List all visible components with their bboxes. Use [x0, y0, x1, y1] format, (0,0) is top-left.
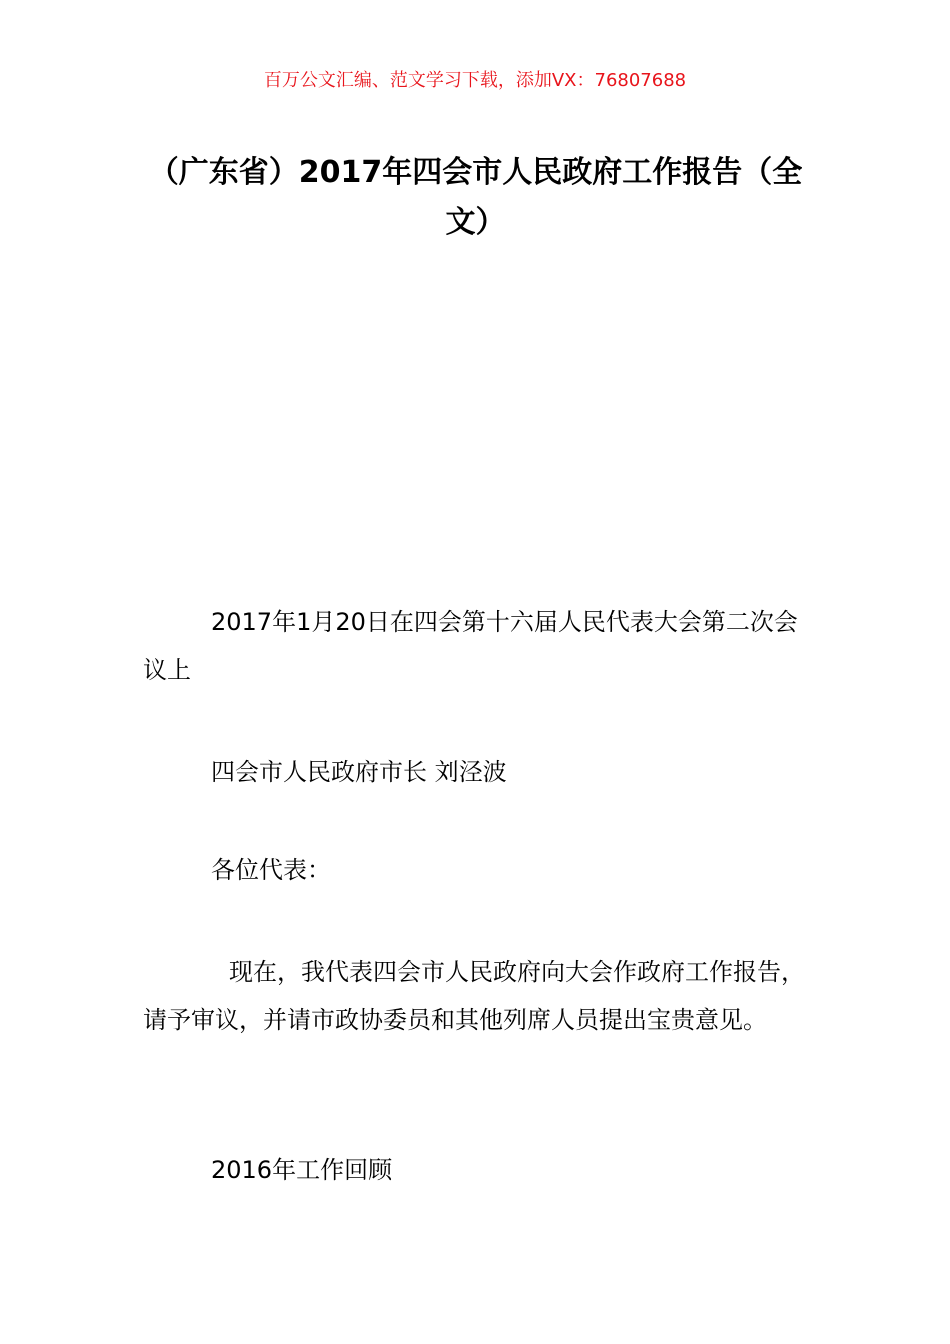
intro-paragraph: 现在，我代表四会市人民政府向大会作政府工作报告，请予审议，并请市政协委员和其他列席人员提出宝贵意见。: [143, 958, 805, 1034]
document-title: （广东省）2017年四会市人民政府工作报告（全文）: [148, 155, 803, 240]
date-line: 2017年1月20日在四会第十六届人民代表大会第二次会议上: [143, 608, 798, 684]
section-heading: 2016年工作回顾: [211, 1156, 393, 1184]
speaker-line: 四会市人民政府市长 刘泾波: [211, 758, 507, 786]
header-promo-note: 百万公文汇编、范文学习下载，添加VX：76807688: [263, 70, 687, 91]
salutation: 各位代表：: [211, 856, 331, 884]
